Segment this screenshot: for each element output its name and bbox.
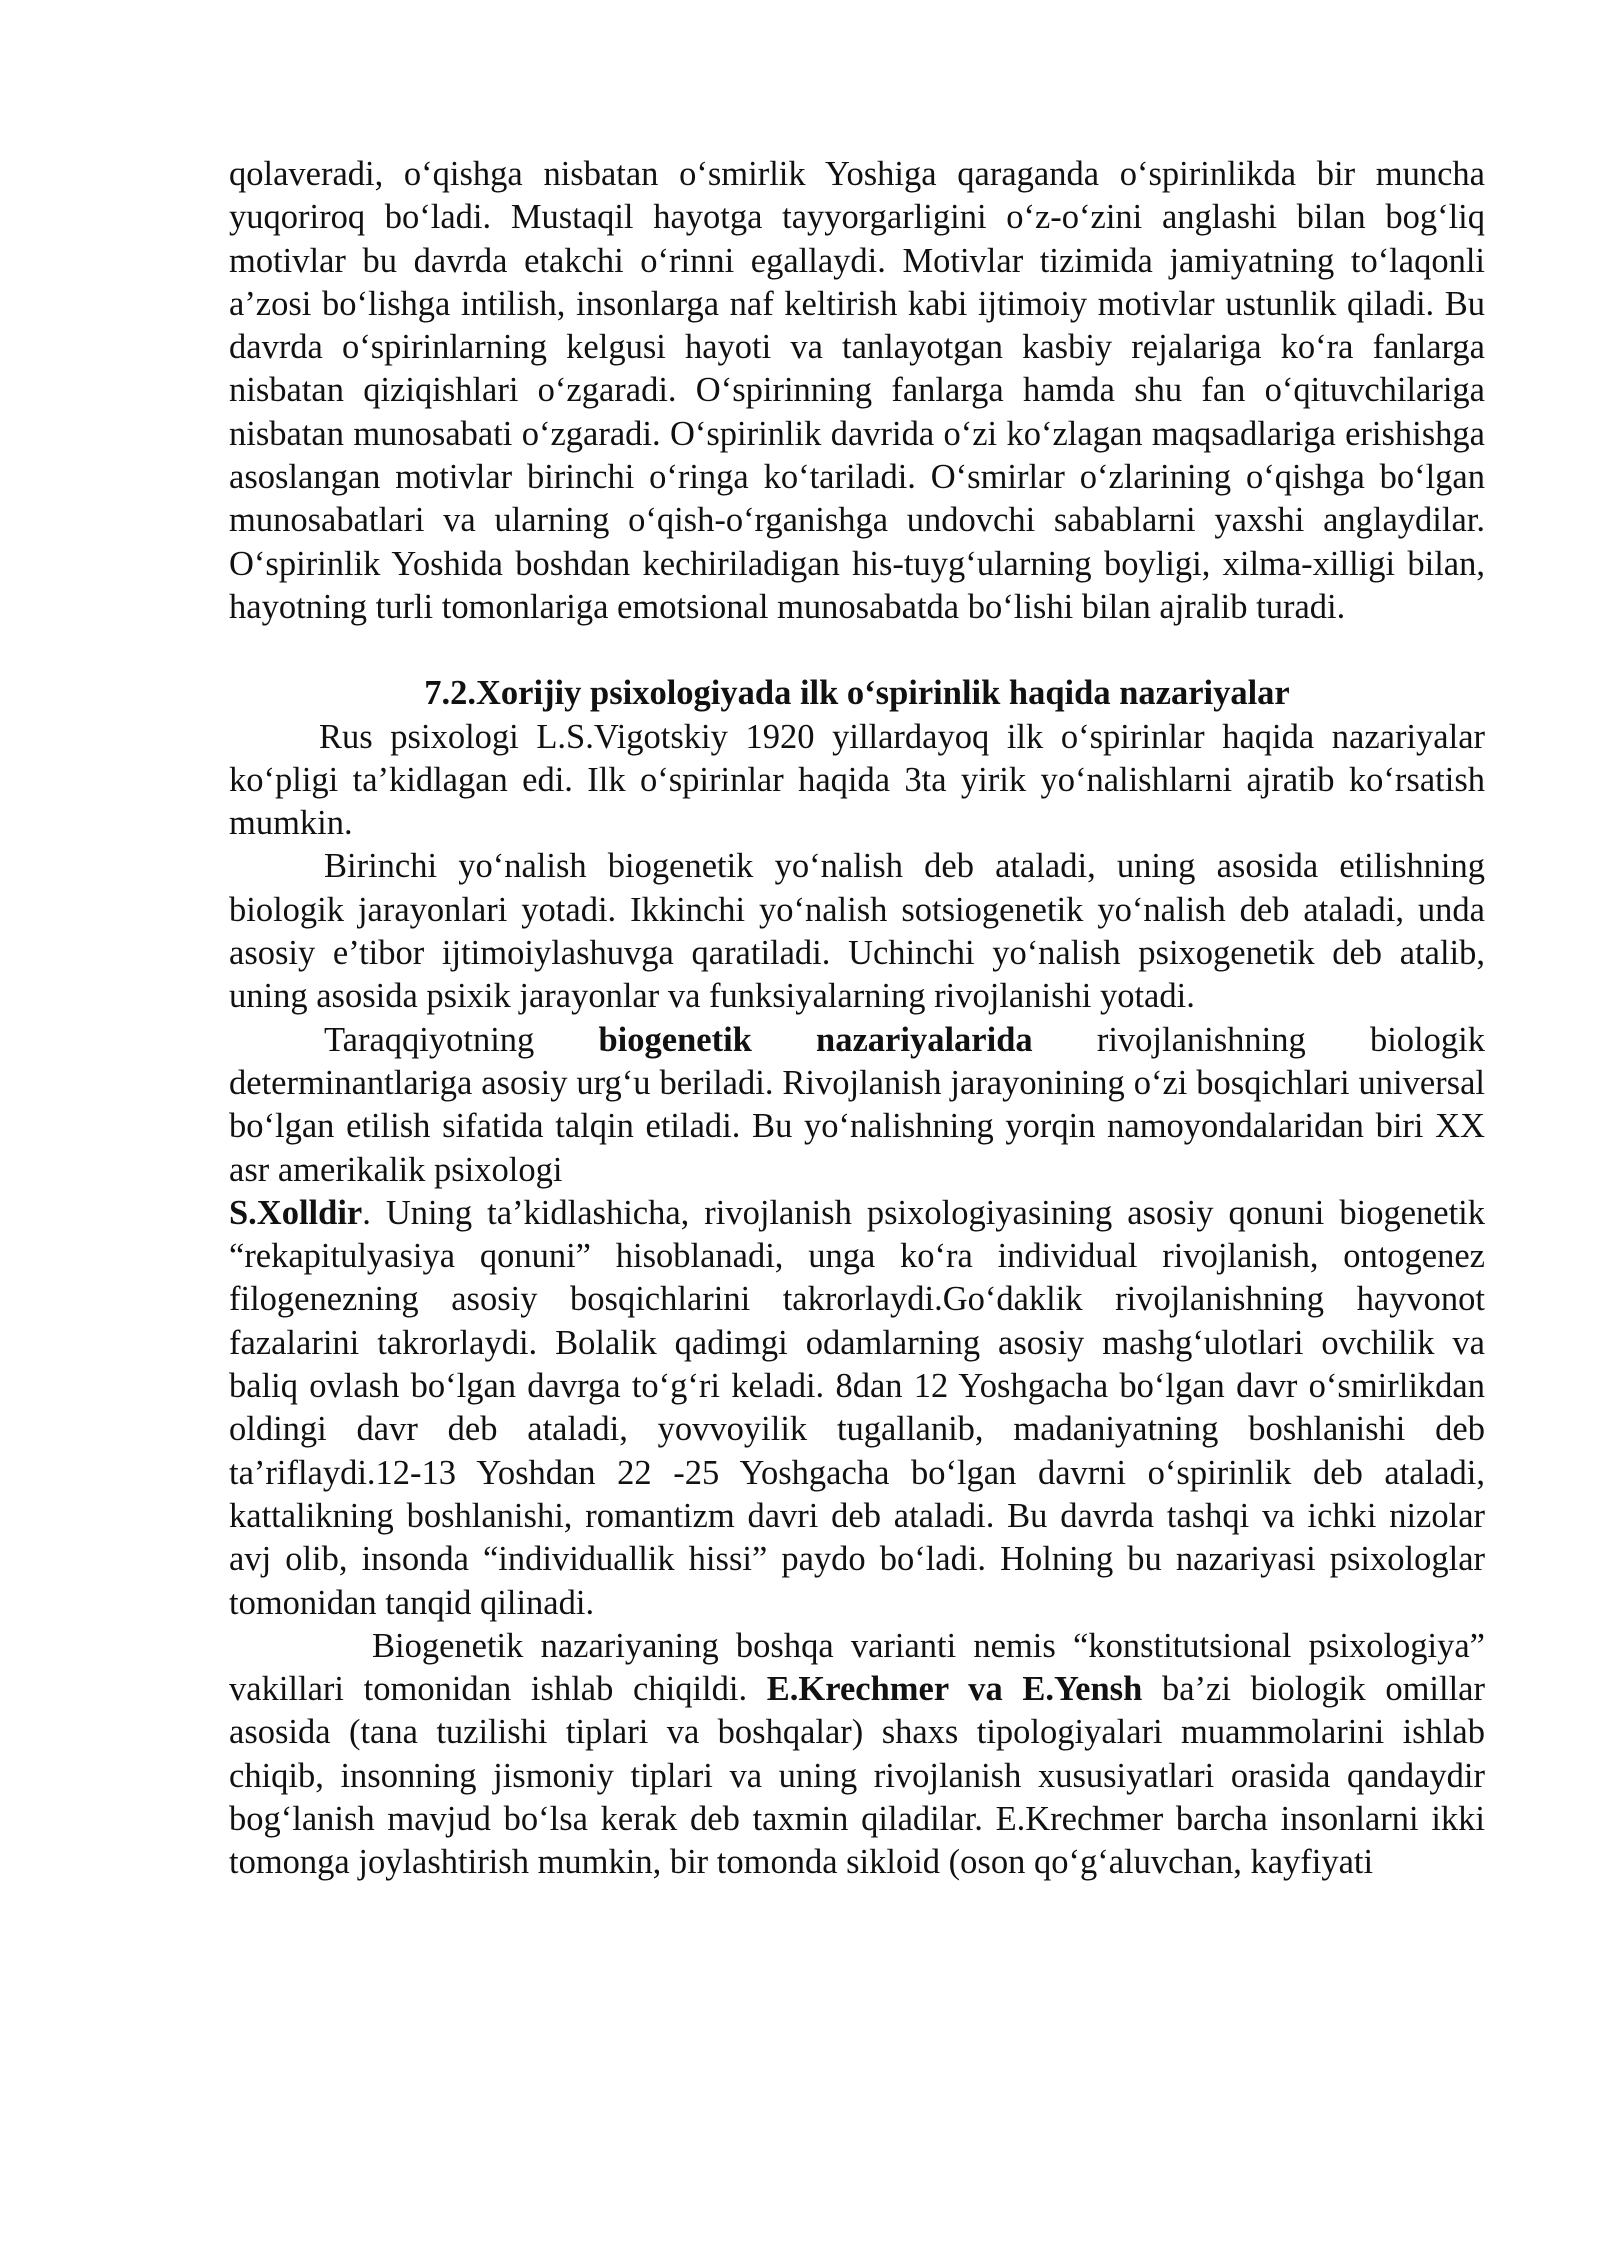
constitutional-intro: Biogenetik nazariyaning boshqa varianti nemis “konstitutsional psixologiya” vakillari tomonidan ishlab chiqildi. [229, 1626, 1485, 1709]
biogenetic-term: biogenetik nazariyalarida [598, 1020, 1033, 1059]
paragraph-vigotskiy: Rus psixologi L.S.Vigotskiy 1920 yillardayoq ilk o‘spirinlar haqida nazariyalar ko‘pligi ta’kidlagan edi. Ilk o‘spirinlar haqida 3ta yirik yo‘nalishlarni ajratib ko‘rsatish mumkin. [229, 717, 1485, 843]
paragraph-constitutional [229, 1625, 1485, 1885]
biogenetic-intro: Taraqqiyotning [324, 1020, 599, 1059]
document-body [229, 153, 1485, 1885]
xoll-text: . Uning ta’kidlashicha, rivojlanish psixologiyasining asosiy qonuni biogenetik “rekapitulyasiya qonuni” hisoblanadi, unga ko‘ra individual rivojlanish, ontogenez filogenezning asosiy bosqichlarini takrorlaydi.Go‘daklik rivojlanishning hayvonot fazalarini takrorlaydi. Bolalik qadimgi odamlarning asosiy mashg‘ulotlari ovchilik va baliq ovlash bo‘lgan davrga to‘g‘ri keladi. 8dan 12 Yoshgacha bo‘lgan davr o‘smirlikdan oldingi davr deb ataladi, yovvoyilik tugallanib, madaniyatning boshlanishi deb ta’riflaydi.12-13 Yoshdan 22 -25 Yoshgacha bo‘lgan davrni o‘spirinlik deb ataladi, kattalikning boshlanishi, romantizm davri deb ataladi. Bu davrda tashqi va ichki nizolar avj olib, insonda “individuallik hissi” paydo bo‘ladi. Holning bu nazariyasi psixologlar tomonidan tanqid qilinadi. [229, 1193, 1485, 1622]
paragraph-gap [229, 629, 1485, 672]
constitutional-text: ba’zi biologik omillar asosida (tana tuzilishi tiplari va boshqalar) shaxs tipologiyalari muammolarini ishlab chiqib, insonning jismoniy tiplari va uning rivojlanish xususiyatlari orasida qandaydir bog‘lanish mavjud bo‘lsa kerak deb taxmin qiladilar. E.Krechmer barcha insonlarni ikki tomonga joylashtirish mumkin, bir tomonda sikloid (oson qo‘g‘aluvchan, kayfiyati [229, 1670, 1485, 1882]
paragraph-biogenetic [229, 1019, 1485, 1192]
biogenetic-text: rivojlanishning biologik determinantlariga asosiy urg‘u beriladi. Rivojlanish jarayonining o‘zi bosqichlari universal bo‘lgan etilish sifatida talqin etiladi. Bu yo‘nalishning yorqin namoyondalaridan biri XX asr amerikalik psixologi [229, 1020, 1485, 1189]
xoll-name: S.Xolldir [229, 1193, 363, 1232]
paragraph-motivations: qolaveradi, o‘qishga nisbatan o‘smirlik Yoshiga qaraganda o‘spirinlikda bir muncha yuqoriroq bo‘ladi. Mustaqil hayotga tayyorgarligini o‘z-o‘zini anglashi bilan bog‘liq motivlar bu davrda etakchi o‘rinni egallaydi. Motivlar tizimida jamiyatning to‘laqonli a’zosi bo‘lishga intilish, insonlarga naf keltirish kabi ijtimoiy motivlar ustunlik qiladi. Bu davrda o‘spirinlarning kelgusi hayoti va tanlayotgan kasbiy rejalariga ko‘ra fanlarga nisbatan qiziqishlari o‘zgaradi. O‘spirinning fanlarga hamda shu fan o‘qituvchilariga nisbatan munosabati o‘zgaradi. O‘spirinlik davrida o‘zi ko‘zlagan maqsadlariga erishishga asoslangan motivlar birinchi o‘ringa ko‘tariladi. O‘smirlar o‘zlarining o‘qishga bo‘lgan munosabatlari va ularning o‘qish-o‘rganishga undovchi sabablarni yaxshi anglaydilar. O‘spirinlik Yoshida boshdan kechiriladigan his-tuyg‘ularning boyligi, xilma-xilligi bilan, hayotning turli tomonlariga emotsional munosabatda bo‘lishi bilan ajralib turadi. [229, 155, 1485, 626]
paragraph-directions: Birinchi yo‘nalish biogenetik yo‘nalish deb ataladi, uning asosida etilishning biologik jarayonlari yotadi. Ikkinchi yo‘nalish sotsiogenetik yo‘nalish deb ataladi, unda asosiy e’tibor ijtimoiylashuvga qaratiladi. Uchinchi yo‘nalish psixogenetik deb atalib, uning asosida psixik jarayonlar va funksiyalarning rivojlanishi yotadi. [229, 847, 1485, 1016]
krechmer-yensh-names: E.Krechmer va E.Yensh [766, 1670, 1143, 1709]
paragraph-xoll [229, 1192, 1485, 1625]
section-heading: 7.2.Xorijiy psixologiyada ilk o‘spirinlik haqida nazariyalar [424, 674, 1290, 713]
